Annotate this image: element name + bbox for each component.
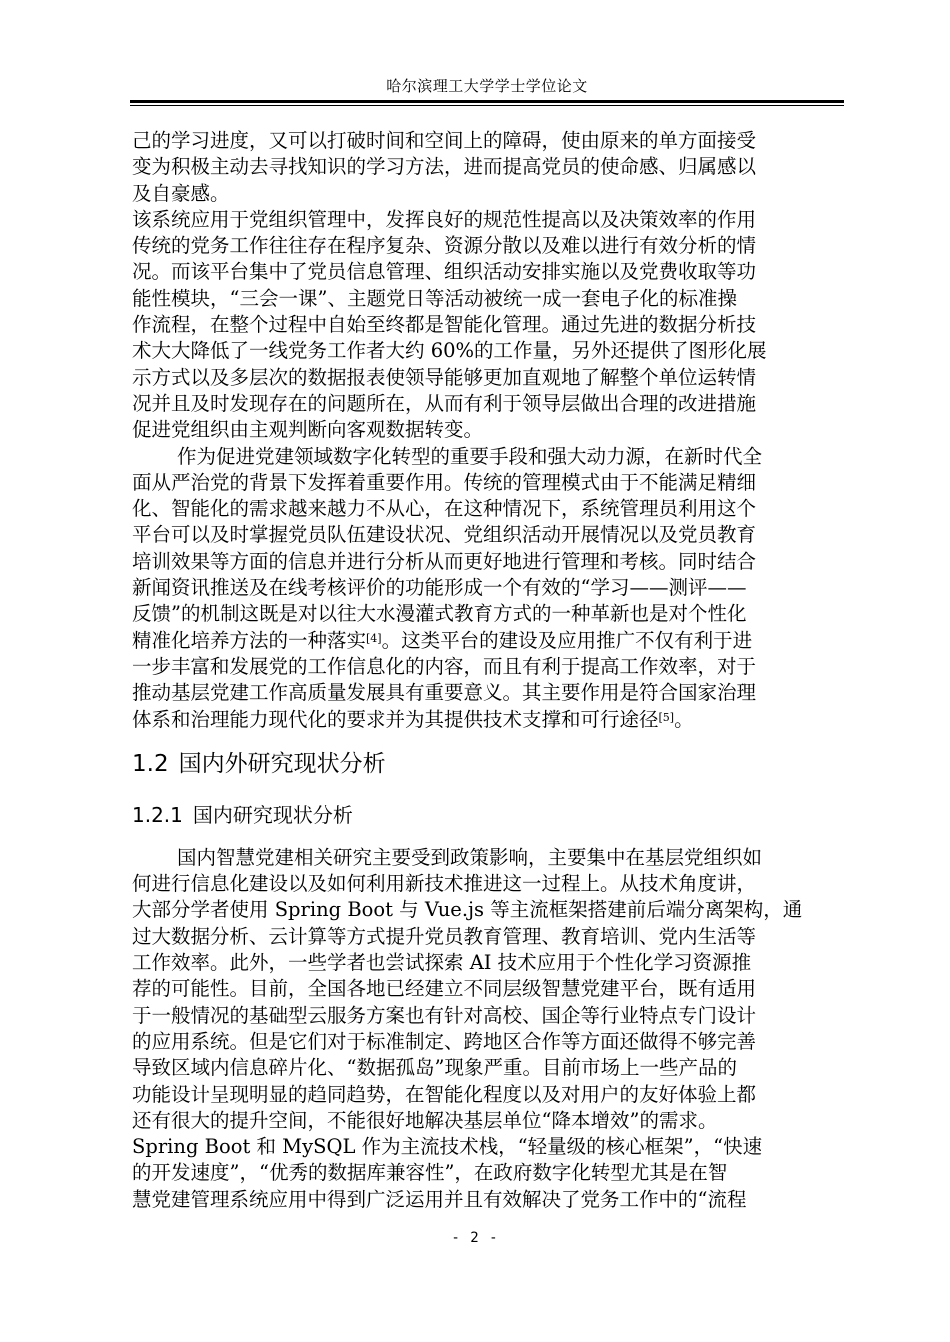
text-line: 己的学习进度，又可以打破时间和空间上的障碍，使由原来的单方面接受 (132, 129, 757, 152)
text-line: 慧党建管理系统应用中得到广泛运用并且有效解决了党务工作中的“流程 (132, 1187, 747, 1211)
text-line: 变为积极主动去寻找知识的学习方法，进而提高党员的使命感、归属感以 (132, 155, 757, 179)
running-header: 哈尔滨理工大学学士学位论文 (386, 77, 588, 95)
text-line: 传统的党务工作往往存在程序复杂、资源分散以及难以进行有效分析的情 (132, 234, 757, 258)
text-line: 的开发速度”，“优秀的数据库兼容性”，在政府数字化转型尤其是在智 (132, 1161, 728, 1185)
text-line: 国内智慧党建相关研究主要受到政策影响，主要集中在基层党组织如 (177, 845, 763, 869)
text-line: 工作效率。此外，一些学者也尝试探索 AI 技术应用于个性化学习资源推 (132, 951, 752, 975)
text-line: 新闻资讯推送及在线考核评价的功能形成一个有效的“学习——测评—— (132, 576, 747, 600)
text-line: 荐的可能性。目前，全国各地已经建立不同层级智慧党建平台，既有适用 (132, 977, 757, 1001)
text-line: 及自豪感。 (132, 181, 230, 205)
text-line: 能性模块，“三会一课”、主题党日等活动被统一成一套电子化的标准操 (132, 286, 737, 310)
page-number: - 2 - (451, 1230, 499, 1246)
text-line: 导致区域内信息碎片化、“数据孤岛”现象严重。目前市场上一些产品的 (132, 1056, 737, 1080)
section-title: 国内外研究现状分析 (178, 750, 386, 777)
text-line: 还有很大的提升空间，不能很好地解决基层单位“降本增效”的需求。 (132, 1108, 718, 1132)
text-line: 培训效果等方面的信息并进行分析从而更好地进行管理和考核。同时结合 (132, 549, 757, 573)
subsection-heading (132, 801, 844, 829)
text-line-segment: 。这类平台的建设及应用推广不仅有利于进 (381, 628, 753, 652)
text-line: 术大大降低了一线党务工作者大约 60%的工作量，另外还提供了图形化展 (132, 339, 767, 363)
text-line: 功能设计呈现明显的趋同趋势，在智能化程度以及对用户的友好体验上都 (132, 1082, 757, 1106)
text-line: 促进党组织由主观判断向客观数据转变。 (132, 418, 484, 442)
text-line: 的应用系统。但是它们对于标准制定、跨地区合作等方面还做得不够完善 (132, 1029, 757, 1053)
section-heading (132, 749, 844, 779)
citation-ref[interactable]: [4] (366, 631, 382, 645)
text-line: 大部分学者使用 Spring Boot 与 Vue.js 等主流框架搭建前后端分离架构，通 (132, 898, 803, 922)
text-line: Spring Boot 和 MySQL 作为主流技术栈，“轻量级的核心框架”，“快速 (132, 1135, 763, 1159)
header-rule (130, 100, 844, 103)
text-line (132, 707, 844, 733)
section-number: 1.2 (132, 750, 169, 777)
text-line-segment: 体系和治理能力现代化的要求并为其提供技术支撑和可行途径 (132, 707, 659, 731)
text-line: 该系统应用于党组织管理中，发挥良好的规范性提高以及决策效率的作用 (132, 207, 757, 231)
text-line: 况并且及时发现存在的问题所在，从而有利于领导层做出合理的改进措施 (132, 391, 757, 415)
text-line: 平台可以及时掌握党员队伍建设状况、党组织活动开展情况以及党员教育 (132, 523, 757, 547)
text-line: 反馈”的机制这既是对以往大水漫灌式教育方式的一种革新也是对个性化 (132, 602, 747, 626)
text-line-segment: 。 (674, 707, 694, 731)
text-line (132, 628, 844, 654)
text-line: 过大数据分析、云计算等方式提升党员教育管理、教育培训、党内生活等 (132, 924, 757, 948)
subsection-number: 1.2.1 (132, 802, 183, 827)
text-line: 一步丰富和发展党的工作信息化的内容，而且有利于提高工作效率，对于 (132, 654, 757, 678)
text-line: 推动基层党建工作高质量发展具有重要意义。其主要作用是符合国家治理 (132, 681, 757, 705)
subsection-title: 国内研究现状分析 (192, 802, 353, 827)
body-text (132, 128, 844, 1213)
text-line: 何进行信息化建设以及如何利用新技术推进这一过程上。从技术角度讲， (132, 872, 757, 896)
text-line: 作流程，在整个过程中自始至终都是智能化管理。通过先进的数据分析技 (132, 313, 757, 337)
text-line: 况。而该平台集中了党员信息管理、组织活动安排实施以及党费收取等功 (132, 260, 757, 284)
citation-ref[interactable]: [5] (658, 710, 675, 724)
text-line-segment: 精准化培养方法的一种落实 (132, 628, 367, 652)
text-line: 于一般情况的基础型云服务方案也有针对高校、国企等行业特点专门设计 (132, 1003, 757, 1027)
text-line: 作为促进党建领域数字化转型的重要手段和强大动力源，在新时代全 (177, 444, 763, 468)
text-line: 化、智能化的需求越来越力不从心，在这种情况下，系统管理员利用这个 (132, 497, 757, 521)
header-rule-thin (130, 105, 844, 106)
text-line: 示方式以及多层次的数据报表使领导能够更加直观地了解整个单位运转情 (132, 365, 757, 389)
text-line: 面从严治党的背景下发挥着重要作用。传统的管理模式由于不能满足精细 (132, 470, 757, 494)
